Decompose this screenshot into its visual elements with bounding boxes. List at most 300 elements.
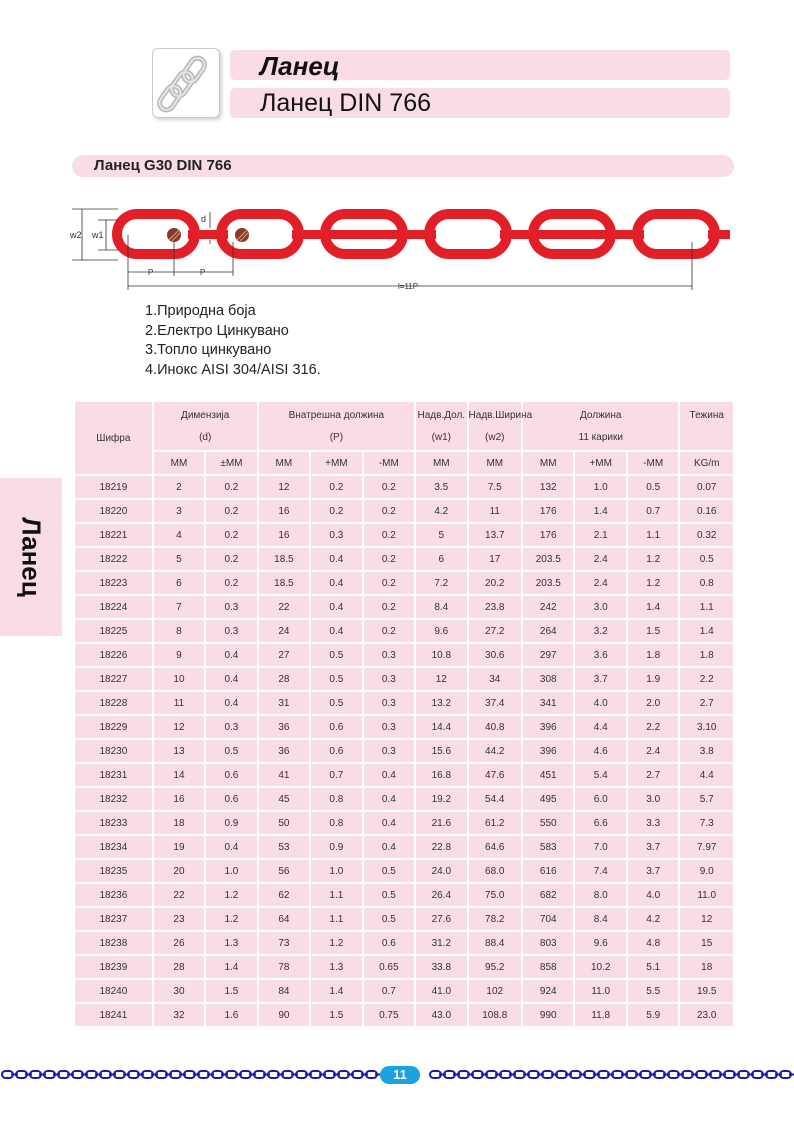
table-row bbox=[75, 620, 733, 642]
table-cell: 1.3 bbox=[206, 932, 256, 954]
table-cell: 10 bbox=[154, 668, 204, 690]
table-cell: 44.2 bbox=[469, 740, 521, 762]
table-cell: 1.4 bbox=[206, 956, 256, 978]
table-cell: 41.0 bbox=[416, 980, 466, 1002]
table-cell: 2.2 bbox=[680, 668, 733, 690]
col-header-w2: Надв.Ширина (w2) bbox=[469, 402, 521, 450]
table-cell: 0.5 bbox=[311, 644, 361, 666]
table-cell: 18230 bbox=[75, 740, 152, 762]
table-cell: 0.6 bbox=[311, 716, 361, 738]
table-cell: 73 bbox=[259, 932, 309, 954]
table-cell: 242 bbox=[523, 596, 573, 618]
table-cell: 176 bbox=[523, 500, 573, 522]
table-cell: 0.2 bbox=[364, 548, 414, 570]
table-cell: 11.0 bbox=[575, 980, 625, 1002]
table-cell: 27 bbox=[259, 644, 309, 666]
table-cell: 0.2 bbox=[364, 476, 414, 498]
table-cell: 1.0 bbox=[206, 860, 256, 882]
table-cell: 0.4 bbox=[364, 836, 414, 858]
table-cell: 0.4 bbox=[364, 764, 414, 786]
table-cell: 0.2 bbox=[206, 548, 256, 570]
table-cell: 0.65 bbox=[364, 956, 414, 978]
col-header-length: Должина 11 карики bbox=[523, 402, 678, 450]
table-cell: 0.3 bbox=[364, 692, 414, 714]
table-cell: 1.9 bbox=[628, 668, 679, 690]
table-cell: 43.0 bbox=[416, 1004, 466, 1026]
table-cell: 36 bbox=[259, 740, 309, 762]
chain-logo-icon bbox=[152, 48, 220, 118]
table-cell: 24.0 bbox=[416, 860, 466, 882]
table-cell: 23.0 bbox=[680, 1004, 733, 1026]
table-cell: 0.16 bbox=[680, 500, 733, 522]
table-cell: 7.3 bbox=[680, 812, 733, 834]
table-cell: 4.0 bbox=[575, 692, 625, 714]
table-cell: 11.8 bbox=[575, 1004, 625, 1026]
table-cell: 15.6 bbox=[416, 740, 466, 762]
table-cell: 7.97 bbox=[680, 836, 733, 858]
table-row bbox=[75, 476, 733, 498]
table-cell: 31.2 bbox=[416, 932, 466, 954]
dim-w2-label: w2 bbox=[70, 230, 82, 240]
table-cell: 5 bbox=[154, 548, 204, 570]
table-cell: 19 bbox=[154, 836, 204, 858]
table-cell: 1.8 bbox=[680, 644, 733, 666]
table-cell: 18221 bbox=[75, 524, 152, 546]
finish-option: 3.Топло цинкувано bbox=[145, 342, 272, 358]
table-cell: 1.2 bbox=[206, 908, 256, 930]
table-cell: 1.4 bbox=[311, 980, 361, 1002]
table-cell: 33.8 bbox=[416, 956, 466, 978]
section-title: Ланец G30 DIN 766 bbox=[94, 157, 232, 174]
table-cell: 5.1 bbox=[628, 956, 679, 978]
table-row bbox=[75, 644, 733, 666]
table-cell: 2.0 bbox=[628, 692, 679, 714]
table-cell: 3.2 bbox=[575, 620, 625, 642]
table-cell: 18219 bbox=[75, 476, 152, 498]
table-cell: 24 bbox=[259, 620, 309, 642]
table-cell: 15 bbox=[680, 932, 733, 954]
table-cell: 1.2 bbox=[628, 572, 679, 594]
table-cell: 18231 bbox=[75, 764, 152, 786]
table-cell: 18237 bbox=[75, 908, 152, 930]
table-cell: 102 bbox=[469, 980, 521, 1002]
table-cell: 0.07 bbox=[680, 476, 733, 498]
page-subtitle-bar bbox=[230, 88, 730, 118]
table-cell: 0.75 bbox=[364, 1004, 414, 1026]
table-cell: 858 bbox=[523, 956, 573, 978]
table-cell: 27.6 bbox=[416, 908, 466, 930]
table-cell: 0.2 bbox=[364, 500, 414, 522]
table-cell: 0.5 bbox=[311, 692, 361, 714]
table-cell: 18241 bbox=[75, 1004, 152, 1026]
table-cell: 0.4 bbox=[364, 788, 414, 810]
table-cell: 68.0 bbox=[469, 860, 521, 882]
table-cell: 18229 bbox=[75, 716, 152, 738]
table-cell: 28 bbox=[154, 956, 204, 978]
table-cell: 11 bbox=[154, 692, 204, 714]
table-cell: 0.2 bbox=[364, 596, 414, 618]
table-cell: 3.8 bbox=[680, 740, 733, 762]
table-cell: 95.2 bbox=[469, 956, 521, 978]
table-cell: 12 bbox=[154, 716, 204, 738]
table-cell: 23.8 bbox=[469, 596, 521, 618]
col-header-dim: Димензија (d) bbox=[154, 402, 257, 450]
table-cell: 27.2 bbox=[469, 620, 521, 642]
table-cell: 1.5 bbox=[206, 980, 256, 1002]
table-cell: 90 bbox=[259, 1004, 309, 1026]
table-cell: 3.6 bbox=[575, 644, 625, 666]
table-row bbox=[75, 764, 733, 786]
table-cell: 2.4 bbox=[575, 548, 625, 570]
table-cell: 18238 bbox=[75, 932, 152, 954]
table-cell: 1.1 bbox=[628, 524, 679, 546]
unit-cell: KG/m bbox=[680, 452, 733, 474]
table-cell: 8.0 bbox=[575, 884, 625, 906]
table-cell: 1.5 bbox=[311, 1004, 361, 1026]
unit-cell: +MM bbox=[575, 452, 625, 474]
side-category-tab bbox=[0, 478, 62, 636]
table-cell: 18224 bbox=[75, 596, 152, 618]
table-cell: 0.2 bbox=[206, 476, 256, 498]
table-row bbox=[75, 812, 733, 834]
table-cell: 0.4 bbox=[206, 668, 256, 690]
unit-cell: +MM bbox=[311, 452, 361, 474]
table-row bbox=[75, 836, 733, 858]
table-cell: 3.7 bbox=[575, 668, 625, 690]
table-cell: 0.3 bbox=[206, 716, 256, 738]
table-row bbox=[75, 956, 733, 978]
table-cell: 0.6 bbox=[364, 932, 414, 954]
table-cell: 0.4 bbox=[206, 644, 256, 666]
table-cell: 990 bbox=[523, 1004, 573, 1026]
page-subtitle: Ланец DIN 766 bbox=[260, 89, 431, 117]
table-cell: 18.5 bbox=[259, 548, 309, 570]
table-cell: 16 bbox=[259, 500, 309, 522]
table-cell: 0.4 bbox=[206, 692, 256, 714]
table-cell: 0.4 bbox=[311, 596, 361, 618]
table-cell: 0.3 bbox=[364, 716, 414, 738]
table-cell: 0.5 bbox=[364, 884, 414, 906]
table-cell: 0.9 bbox=[311, 836, 361, 858]
table-cell: 203.5 bbox=[523, 548, 573, 570]
table-cell: 1.1 bbox=[311, 884, 361, 906]
table-cell: 30.6 bbox=[469, 644, 521, 666]
table-cell: 84 bbox=[259, 980, 309, 1002]
section-header bbox=[72, 155, 734, 177]
table-cell: 341 bbox=[523, 692, 573, 714]
table-cell: 0.2 bbox=[206, 500, 256, 522]
table-row bbox=[75, 596, 733, 618]
table-cell: 0.4 bbox=[206, 836, 256, 858]
table-cell: 550 bbox=[523, 812, 573, 834]
table-cell: 18227 bbox=[75, 668, 152, 690]
table-row bbox=[75, 1004, 733, 1026]
table-cell: 54.4 bbox=[469, 788, 521, 810]
table-cell: 0.3 bbox=[364, 644, 414, 666]
table-cell: 1.5 bbox=[628, 620, 679, 642]
table-cell: 803 bbox=[523, 932, 573, 954]
table-cell: 7.0 bbox=[575, 836, 625, 858]
page-title-bar bbox=[230, 50, 730, 80]
table-cell: 18228 bbox=[75, 692, 152, 714]
table-cell: 5.7 bbox=[680, 788, 733, 810]
table-cell: 682 bbox=[523, 884, 573, 906]
table-cell: 11 bbox=[469, 500, 521, 522]
table-cell: 6.0 bbox=[575, 788, 625, 810]
table-cell: 14 bbox=[154, 764, 204, 786]
table-cell: 2.7 bbox=[628, 764, 679, 786]
table-cell: 4.4 bbox=[575, 716, 625, 738]
table-row bbox=[75, 788, 733, 810]
table-cell: 1.8 bbox=[628, 644, 679, 666]
table-cell: 264 bbox=[523, 620, 573, 642]
table-cell: 62 bbox=[259, 884, 309, 906]
table-cell: 0.3 bbox=[311, 524, 361, 546]
table-cell: 12 bbox=[416, 668, 466, 690]
table-row bbox=[75, 524, 733, 546]
table-cell: 64 bbox=[259, 908, 309, 930]
table-cell: 0.7 bbox=[364, 980, 414, 1002]
table-cell: 1.4 bbox=[628, 596, 679, 618]
table-cell: 7.5 bbox=[469, 476, 521, 498]
table-row bbox=[75, 500, 733, 522]
table-cell: 3.0 bbox=[575, 596, 625, 618]
col-header-code: Шифра bbox=[75, 402, 152, 474]
table-cell: 1.1 bbox=[311, 908, 361, 930]
page-number: 11 bbox=[380, 1066, 420, 1084]
table-cell: 6 bbox=[154, 572, 204, 594]
table-cell: 18.5 bbox=[259, 572, 309, 594]
table-cell: 2.4 bbox=[628, 740, 679, 762]
table-cell: 5.4 bbox=[575, 764, 625, 786]
table-cell: 18 bbox=[154, 812, 204, 834]
table-cell: 47.6 bbox=[469, 764, 521, 786]
table-cell: 4.2 bbox=[416, 500, 466, 522]
table-cell: 18235 bbox=[75, 860, 152, 882]
table-cell: 1.2 bbox=[206, 884, 256, 906]
table-cell: 396 bbox=[523, 716, 573, 738]
dim-w1-label: w1 bbox=[92, 230, 104, 240]
table-cell: 1.0 bbox=[575, 476, 625, 498]
table-cell: 40.8 bbox=[469, 716, 521, 738]
table-cell: 8 bbox=[154, 620, 204, 642]
col-header-inner: Внатрешна должина (P) bbox=[259, 402, 414, 450]
table-cell: 451 bbox=[523, 764, 573, 786]
table-cell: 10.2 bbox=[575, 956, 625, 978]
table-cell: 19.5 bbox=[680, 980, 733, 1002]
table-cell: 36 bbox=[259, 716, 309, 738]
table-cell: 1.2 bbox=[311, 932, 361, 954]
table-row bbox=[75, 668, 733, 690]
table-cell: 5.5 bbox=[628, 980, 679, 1002]
table-cell: 0.3 bbox=[206, 596, 256, 618]
table-row bbox=[75, 884, 733, 906]
table-cell: 10.8 bbox=[416, 644, 466, 666]
table-cell: 18223 bbox=[75, 572, 152, 594]
table-cell: 61.2 bbox=[469, 812, 521, 834]
table-row bbox=[75, 860, 733, 882]
table-cell: 31 bbox=[259, 692, 309, 714]
table-row bbox=[75, 692, 733, 714]
table-cell: 2.1 bbox=[575, 524, 625, 546]
table-cell: 88.4 bbox=[469, 932, 521, 954]
table-cell: 22 bbox=[259, 596, 309, 618]
table-cell: 9.6 bbox=[575, 932, 625, 954]
table-cell: 22 bbox=[154, 884, 204, 906]
table-cell: 8.4 bbox=[416, 596, 466, 618]
table-cell: 0.6 bbox=[206, 764, 256, 786]
table-cell: 924 bbox=[523, 980, 573, 1002]
dim-length-label: l=11P bbox=[398, 282, 419, 291]
table-cell: 0.2 bbox=[206, 572, 256, 594]
table-cell: 16.8 bbox=[416, 764, 466, 786]
finish-option: 1.Природна боја bbox=[145, 303, 256, 319]
table-cell: 3.7 bbox=[628, 860, 679, 882]
table-cell: 78 bbox=[259, 956, 309, 978]
table-cell: 4 bbox=[154, 524, 204, 546]
table-cell: 3.0 bbox=[628, 788, 679, 810]
table-cell: 12 bbox=[680, 908, 733, 930]
table-cell: 64.6 bbox=[469, 836, 521, 858]
table-cell: 4.6 bbox=[575, 740, 625, 762]
unit-cell: -MM bbox=[364, 452, 414, 474]
table-cell: 7 bbox=[154, 596, 204, 618]
chain-diagram bbox=[68, 200, 730, 297]
unit-cell: -MM bbox=[628, 452, 679, 474]
table-cell: 0.5 bbox=[364, 908, 414, 930]
table-cell: 0.4 bbox=[364, 812, 414, 834]
unit-cell: MM bbox=[523, 452, 573, 474]
table-cell: 18240 bbox=[75, 980, 152, 1002]
table-header-row bbox=[75, 402, 733, 450]
table-cell: 18232 bbox=[75, 788, 152, 810]
table-cell: 45 bbox=[259, 788, 309, 810]
table-cell: 23 bbox=[154, 908, 204, 930]
table-cell: 0.9 bbox=[206, 812, 256, 834]
table-cell: 0.8 bbox=[311, 788, 361, 810]
table-cell: 78.2 bbox=[469, 908, 521, 930]
table-cell: 7.2 bbox=[416, 572, 466, 594]
table-cell: 1.4 bbox=[575, 500, 625, 522]
table-cell: 203.5 bbox=[523, 572, 573, 594]
table-cell: 53 bbox=[259, 836, 309, 858]
table-cell: 9 bbox=[154, 644, 204, 666]
table-cell: 12 bbox=[259, 476, 309, 498]
table-cell: 0.32 bbox=[680, 524, 733, 546]
table-cell: 18222 bbox=[75, 548, 152, 570]
table-cell: 18233 bbox=[75, 812, 152, 834]
table-cell: 30 bbox=[154, 980, 204, 1002]
table-cell: 0.8 bbox=[311, 812, 361, 834]
table-cell: 32 bbox=[154, 1004, 204, 1026]
table-cell: 495 bbox=[523, 788, 573, 810]
table-cell: 9.6 bbox=[416, 620, 466, 642]
table-cell: 26.4 bbox=[416, 884, 466, 906]
table-cell: 583 bbox=[523, 836, 573, 858]
table-row bbox=[75, 716, 733, 738]
table-cell: 4.2 bbox=[628, 908, 679, 930]
table-cell: 4.8 bbox=[628, 932, 679, 954]
table-cell: 4.0 bbox=[628, 884, 679, 906]
table-cell: 0.4 bbox=[311, 548, 361, 570]
side-tab-label: Ланец bbox=[16, 517, 47, 597]
table-cell: 0.2 bbox=[206, 524, 256, 546]
table-cell: 704 bbox=[523, 908, 573, 930]
table-cell: 0.4 bbox=[311, 620, 361, 642]
table-cell: 9.0 bbox=[680, 860, 733, 882]
table-cell: 3.3 bbox=[628, 812, 679, 834]
table-cell: 3.5 bbox=[416, 476, 466, 498]
table-row bbox=[75, 740, 733, 762]
table-cell: 14.4 bbox=[416, 716, 466, 738]
table-cell: 22.8 bbox=[416, 836, 466, 858]
table-cell: 18 bbox=[680, 956, 733, 978]
table-cell: 18225 bbox=[75, 620, 152, 642]
table-cell: 18236 bbox=[75, 884, 152, 906]
table-cell: 5.9 bbox=[628, 1004, 679, 1026]
table-cell: 16 bbox=[259, 524, 309, 546]
table-cell: 56 bbox=[259, 860, 309, 882]
unit-cell: MM bbox=[259, 452, 309, 474]
table-cell: 2 bbox=[154, 476, 204, 498]
table-cell: 28 bbox=[259, 668, 309, 690]
finish-option: 4.Инокс AISI 304/AISI 316. bbox=[145, 361, 321, 378]
dim-p2-label: P bbox=[200, 268, 206, 277]
table-cell: 0.7 bbox=[628, 500, 679, 522]
table-row bbox=[75, 572, 733, 594]
dim-p1-label: P bbox=[148, 268, 154, 277]
table-cell: 37.4 bbox=[469, 692, 521, 714]
table-cell: 0.8 bbox=[680, 572, 733, 594]
table-cell: 1.4 bbox=[680, 620, 733, 642]
table-cell: 21.6 bbox=[416, 812, 466, 834]
spec-table bbox=[73, 400, 735, 1028]
table-cell: 0.5 bbox=[628, 476, 679, 498]
table-cell: 18234 bbox=[75, 836, 152, 858]
finish-options-list bbox=[145, 302, 321, 380]
table-cell: 2.2 bbox=[628, 716, 679, 738]
table-cell: 6.6 bbox=[575, 812, 625, 834]
table-cell: 1.6 bbox=[206, 1004, 256, 1026]
table-cell: 20.2 bbox=[469, 572, 521, 594]
col-header-w1: Надв.Дол. (w1) bbox=[416, 402, 466, 450]
table-cell: 2.4 bbox=[575, 572, 625, 594]
table-cell: 0.3 bbox=[206, 620, 256, 642]
table-cell: 3 bbox=[154, 500, 204, 522]
table-cell: 5 bbox=[416, 524, 466, 546]
table-cell: 20 bbox=[154, 860, 204, 882]
table-cell: 0.6 bbox=[206, 788, 256, 810]
table-cell: 396 bbox=[523, 740, 573, 762]
table-cell: 0.2 bbox=[311, 500, 361, 522]
dim-d-label: d bbox=[201, 214, 207, 224]
table-cell: 108.8 bbox=[469, 1004, 521, 1026]
table-cell: 16 bbox=[154, 788, 204, 810]
table-cell: 0.3 bbox=[364, 668, 414, 690]
table-cell: 18226 bbox=[75, 644, 152, 666]
table-row bbox=[75, 980, 733, 1002]
col-header-weight: Тежина bbox=[680, 402, 733, 450]
table-row bbox=[75, 932, 733, 954]
table-cell: 0.2 bbox=[364, 572, 414, 594]
table-cell: 297 bbox=[523, 644, 573, 666]
table-cell: 7.4 bbox=[575, 860, 625, 882]
table-cell: 3.7 bbox=[628, 836, 679, 858]
table-cell: 1.1 bbox=[680, 596, 733, 618]
table-cell: 13 bbox=[154, 740, 204, 762]
table-cell: 17 bbox=[469, 548, 521, 570]
table-cell: 0.3 bbox=[364, 740, 414, 762]
